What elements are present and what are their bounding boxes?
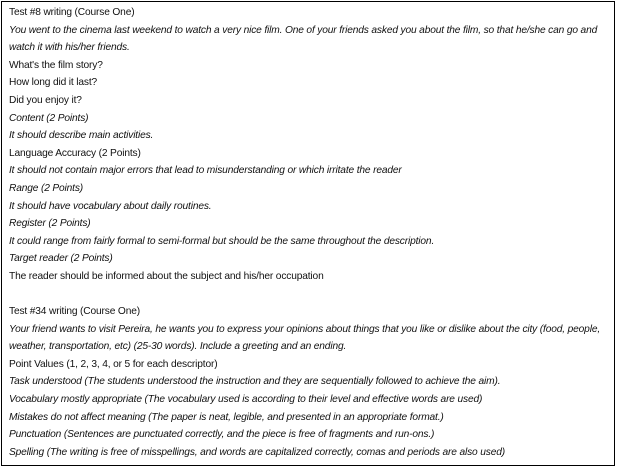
question-1: What's the film story?	[9, 59, 103, 71]
question-3: Did you enjoy it?	[9, 94, 82, 106]
criterion-desc-register: It could range from fairly formal to semi-formal but should be the same throughout the description.	[9, 235, 435, 247]
criterion-heading-language-accuracy: Language Accuracy (2 Points)	[9, 147, 141, 159]
point-values: Point Values (1, 2, 3, 4, or 5 for each descriptor)	[9, 358, 218, 370]
criterion-desc-language-accuracy: It should not contain major errors that lead to misunderstanding or which irritate the reader	[9, 165, 402, 177]
criterion-heading-register: Register (2 Points)	[9, 218, 91, 230]
criterion-heading-content: Content (2 Points)	[9, 112, 89, 124]
criterion-desc-range: It should have vocabulary about daily routines.	[9, 200, 212, 212]
section1-prompt: You went to the cinema last weekend to watch a very nice film. One of your friends asked you about the film, so that he/she can go and watch it with his/her friends.	[9, 24, 598, 54]
question-2: How long did it last?	[9, 77, 98, 89]
descriptor-mistakes: Mistakes do not affect meaning (The paper is neat, legible, and presented in an appropriate format.)	[9, 411, 444, 423]
criterion-desc-content: It should describe main activities.	[9, 130, 154, 142]
document-box	[1, 1, 615, 466]
descriptor-punctuation: Punctuation (Sentences are punctuated correctly, and the piece is free of fragments and run-ons.)	[9, 429, 435, 441]
descriptor-task-understood: Task understood (The students understood the instruction and they are sequentially followed to achieve the aim).	[9, 376, 501, 388]
section-spacer	[9, 286, 610, 304]
descriptor-spelling: Spelling (The writing is free of misspellings, and words are capitalized correctly, comas and periods are also used)	[9, 446, 505, 458]
descriptor-vocabulary: Vocabulary mostly appropriate (The vocabulary used is according to their level and effective words are used)	[9, 394, 483, 406]
criterion-heading-target-reader: Target reader (2 Points)	[9, 253, 113, 265]
section2-title: Test #34 writing (Course One)	[9, 306, 140, 318]
criterion-desc-target-reader: The reader should be informed about the subject and his/her occupation	[9, 270, 324, 282]
criterion-heading-range: Range (2 Points)	[9, 182, 84, 194]
section2-prompt: Your friend wants to visit Pereira, he wants you to express your opinions about things that you like or dislike about the city (food, people, weather, transportation, etc) (25-30 words). Include a greeting and an ending.	[9, 323, 601, 353]
section1-title: Test #8 writing (Course One)	[9, 7, 135, 18]
